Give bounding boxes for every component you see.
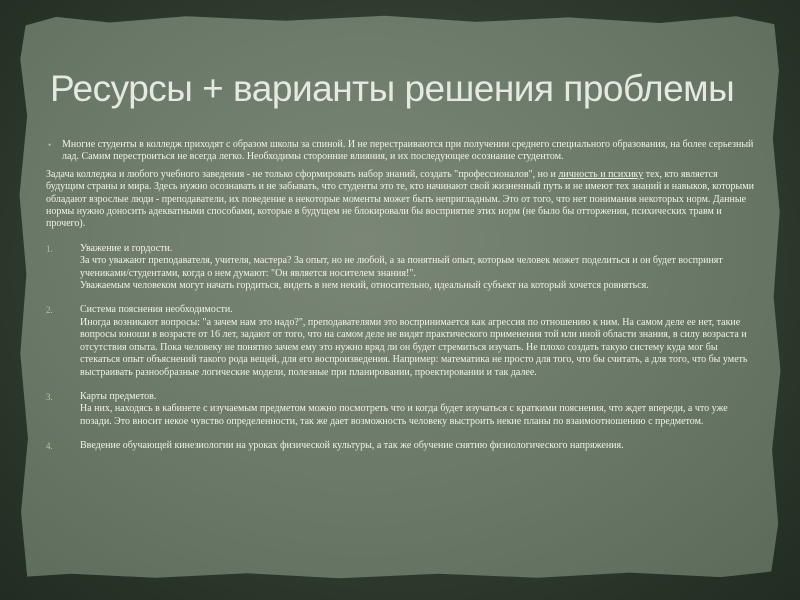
item-line: За что уважают преподавателя, учителя, мастера? За опыт, но не любой, а за понятный опыт, которым человек может поделиться и он будет воспринят учениками/студентами, когда о нем думают: "Он является носителем знания!". — [80, 255, 723, 279]
item-number: 2. — [46, 305, 53, 316]
item-heading: Система пояснения необходимости. — [80, 304, 233, 316]
bullet-dot-icon: • — [48, 140, 52, 150]
item-number: 1. — [46, 243, 53, 254]
item-number: 3. — [46, 391, 53, 402]
item-line: Уважаемым человеком могут начать гордиться, видеть в нем некий, относительно, идеальный субъект на который хочется ровняться. — [80, 280, 649, 292]
item-heading: Карты предметов. — [80, 390, 157, 402]
numbered-item-1 — [46, 243, 754, 293]
item-number: 4. — [46, 441, 53, 452]
paragraph-part-2: тех, кто является будущим страны и мира. Здесь нужно осознавать и не забывать, что студенты это те, кто начинают свой жизненный путь и не имеют тех знаний и навыков, которыми обладают взрослые люди - преподаватели, их поведение в некоторые моменты может быть непригладным. Это от того, что нет понимания некоторых норм. Данные нормы нужно доносить адекватными способами, которые в будущем не блокировали бы восприятие этих норм (не было бы отторжения, психических травм и прочего). — [46, 168, 754, 230]
item-heading: Уважение и гордости. — [80, 242, 173, 254]
item-heading: Введение обучающей кинезиологии на уроках физической культуры, а так же обучение снятию физиологического напряжения. — [80, 440, 624, 452]
paragraph-part-1: Задача колледжа и любого учебного заведения - не только сформировать набор знаний, создать "профессионалов", но и — [46, 168, 559, 180]
slide-title: Ресурсы + варианты решения проблемы — [50, 68, 735, 109]
slide-content — [46, 139, 754, 453]
numbered-item-3 — [46, 391, 754, 428]
bullet-item — [46, 139, 754, 164]
paragraph-underlined: личность и психику — [558, 168, 644, 180]
numbered-item-2 — [46, 304, 754, 378]
intro-paragraph — [46, 169, 754, 231]
item-line: На них, находясь в кабинете с изучаемым предметом можно посмотреть что и когда будет изучаться с краткими пояснения, что ждет впереди, а что уже позади. Это вносит некое чувство определенности, так же дает возможность человеку выстроить некие планы по взаимоотношению с предметом. — [80, 403, 728, 427]
bullet-text: Многие студенты в колледж приходят с образом школы за спиной. И не перестраиваются при получении среднего специального образования, на более серьезный лад. Самим перестроиться не всегда легко. Необходимы сторонние влияния, и их последующее осознание студентом. — [62, 139, 754, 163]
item-line: Иногда возникают вопросы: "а зачем нам это надо?", преподавателями это воспринимается как агрессия по отношению к ним. На самом деле ее нет, такие вопросы юноши в возрасте от 16 лет, задают от того, что на самом деле не видят практического применения той или иной области знания, в силу возраста и отсутствия опыта. Пока человеку не понятно зачем ему это нужно вряд ли он будет стремиться изучать. Не плохо создать такую систему куда мог бы стекаться опыт объяснений такого рода вещей, для его воспроизведения. Например: математика не просто для того, что бы считать, а для того, что бы уметь выстраивать разнообразные логические модели, полезные при планировании, проектировании и так далее. — [80, 316, 748, 378]
numbered-item-4 — [46, 440, 754, 452]
